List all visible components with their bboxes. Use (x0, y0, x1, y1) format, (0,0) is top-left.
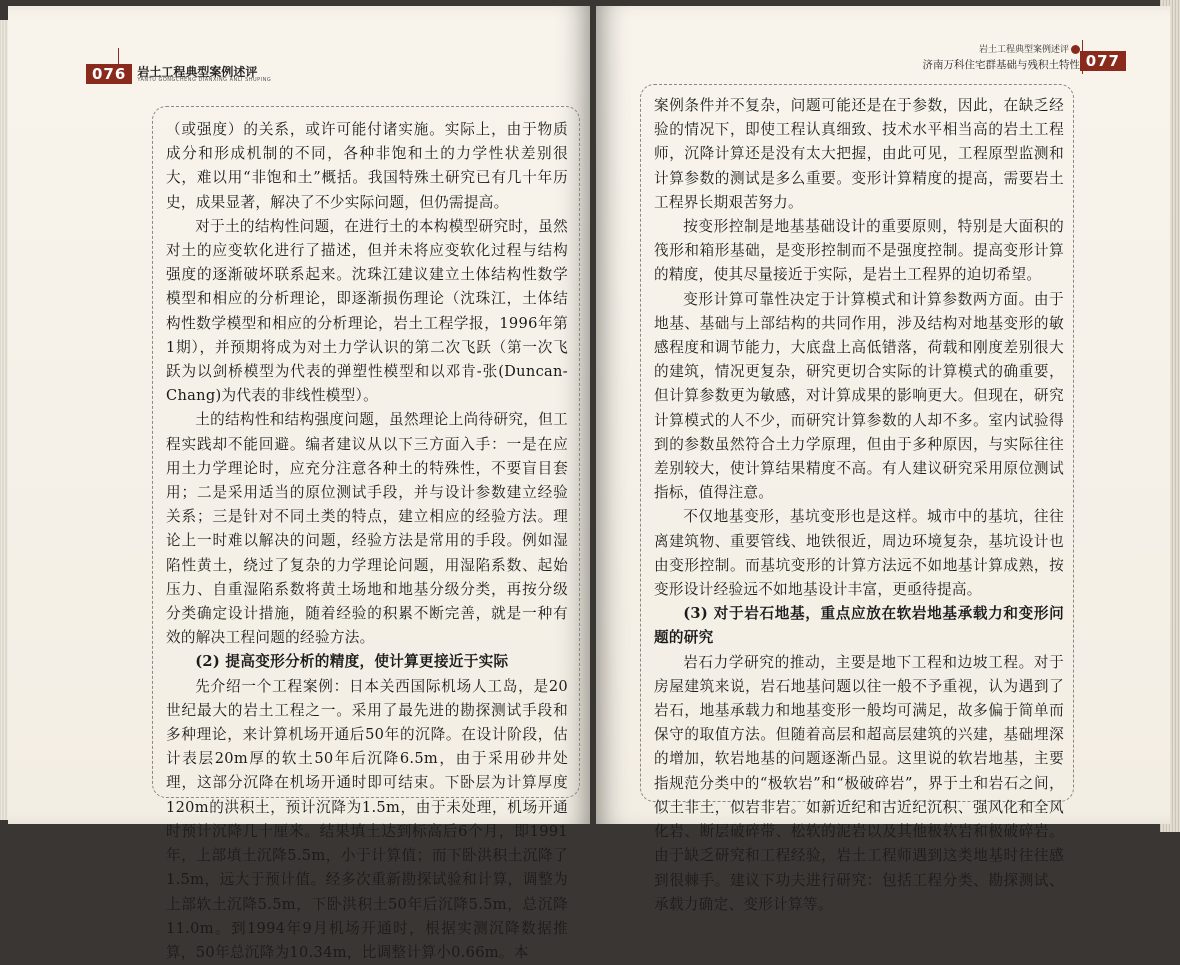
paragraph: 土的结构性和结构强度问题，虽然理论上尚待研究，但工程实践却不能回避。编者建议从以下三方面入手：一是在应用土力学理论时，应充分注意各种土的特殊性，不要盲目套用；二是采用适当的原位测试手段，并与设计参数建立经验关系；三是针对不同土类的特点，建立相应的经验方法。理论上一时难以解决的问题，经验方法是常用的手段。例如湿陷性黄土，绕过了复杂的力学理论问题，用湿陷系数、起始压力、自重湿陷系数将黄土场地和地基分级分类，再按分级分类确定设计措施，随着经验的积累不断完善，就是一种有效的解决工程问题的经验方法。 (166, 411, 568, 647)
left-page-header (86, 64, 271, 84)
left-book-title: 岩土工程典型案例述评 (137, 64, 258, 79)
bullet-icon (1071, 45, 1080, 54)
paragraph: 案例条件并不复杂，问题可能还是在于参数，因此，在缺乏经验的情况下，即使工程认真细致、技术水平相当高的岩土工程师，沉降计算还是没有太大把握，由此可见，工程原型监测和计算参数的测试是多么重要。变形计算精度的提高，需要岩土工程界长期艰苦努力。 (654, 97, 1064, 211)
right-book-title: 岩土工程典型案例述评 (978, 45, 1069, 55)
left-body-text (166, 118, 568, 965)
paragraph: 岩石力学研究的推动，主要是地下工程和边坡工程。对于房屋建筑来说，岩石地基问题以往一般不予重视，认为遇到了岩石，地基承载力和地基变形一般均可满足，故多偏于简单而保守的取值方法。但随着高层和超高层建筑的兴建，基础埋深的增加，软岩地基的问题逐渐凸显。这里说的软岩地基，主要指规范分类中的“极软岩”和“极破碎岩”，界于土和岩石之间，似土非土，似岩非岩。如新近纪和古近纪沉积、强风化和全风化岩、断层破碎带、松软的泥岩以及其他极软岩和极破碎岩。由于缺乏研究和工程经验，岩土工程师遇到这类地基时往往感到很棘手。建议下功夫进行研究：包括工程分类、勘探测试、承载力确定、变形计算等。 (654, 653, 1064, 913)
paragraph: 变形计算可靠性决定于计算模式和计算参数两方面。由于地基、基础与上部结构的共同作用，涉及结构对地基变形的敏感程度和调节能力，大底盘上高低错落，荷载和刚度差别很大的建筑，情况更复杂，研究更切合实际的计算模式的确重要，但计算参数更为敏感，对计算成果的影响更大。但现在，研究计算模式的人不少，而研究计算参数的人却不多。室内试验得到的参数虽然符合土力学原理，但由于多种原因，与实际往往差别较大，使计算结果精度不高。有人建议研究采用原位测试指标，值得注意。 (654, 290, 1064, 502)
right-page-number: 077 (1080, 51, 1126, 71)
right-chapter-title: 济南万科住宅群基础与残积土特性 (922, 59, 1080, 71)
paragraph: 先介绍一个工程案例：日本关西国际机场人工岛，是20世纪最大的岩土工程之一。采用了最先进的勘探测试手段和多种理论，来计算机场开通后50年的沉降。在设计阶段，估计表层20m厚的软土50年后沉降6.5m，由于采用砂井处理，这部分沉降在机场开通时即可结束。下卧层为计算厚度120m的洪积土，预计沉降为1.5m，由于未处理，机场开通时预计沉降几十厘米。结果填土达到标高后6个月，即1991年，上部填土沉降5.5m，小于计算值；而下卧洪积土沉降了1.5m，远大于预计值。经多次重新勘探试验和计算，调整为上部软土沉降5.5m，下卧洪积土50年后沉降5.5m，总沉降11.0m。到1994年9月机场开通时，根据实测沉降数据推算，50年总沉降为10.34m，比调整计算小0.66m。本 (166, 677, 568, 961)
paragraph: 按变形控制是地基基础设计的重要原则，特别是大面积的筏形和箱形基础，是变形控制而不是强度控制。提高变形计算的精度，使其尽量接近于实际，是岩土工程界的迫切希望。 (654, 218, 1064, 284)
left-book-title-pinyin: YANTU GONGCHENG DIANXING ANLI SHUPING (137, 76, 272, 83)
section-heading: (3) 对于岩石地基，重点应放在软岩地基承载力和变形问题的研究 (654, 605, 1064, 647)
paragraph: 不仅地基变形，基坑变形也是这样。城市中的基坑，往往离建筑物、重要管线、地铁很近，周边环境复杂，基坑设计也由变形控制。而基坑变形的计算方法远不如地基计算成熟，按变形设计经验远不如地基设计丰富，更亟待提高。 (654, 508, 1064, 599)
right-page-header (923, 42, 1081, 72)
right-body-text (654, 94, 1064, 917)
paragraph: （或强度）的关系，或许可能付诸实施。实际上，由于物质成分和形成机制的不同，各种非饱和土的力学性状差别很大，难以用“非饱和土”概括。我国特殊土研究已有几十年历史，成果显著，解决了不少实际问题，但仍需提高。 (166, 121, 568, 211)
paragraph: 对于土的结构性问题，在进行土的本构模型研究时，虽然对土的应变软化进行了描述，但并未将应变软化过程与结构强度的逐渐破坏联系起来。沈珠江建议建立土体结构性数学模型和相应的分析理论，即逐渐损伤理论（沈珠江，土体结构性数学模型和相应的分析理论，岩土工程学报，1996年第1期），并预期将成为对土力学认识的第二次飞跃（第一次飞跃为以剑桥模型为代表的弹塑性模型和以邓肯-张(Duncan-Chang)为代表的非线性模型）。 (166, 217, 568, 405)
left-book-title-block (137, 66, 271, 83)
left-page-number: 076 (86, 64, 132, 84)
right-book-title-line (923, 42, 1081, 55)
section-heading: (2) 提高变形分析的精度，使计算更接近于实际 (195, 653, 509, 671)
